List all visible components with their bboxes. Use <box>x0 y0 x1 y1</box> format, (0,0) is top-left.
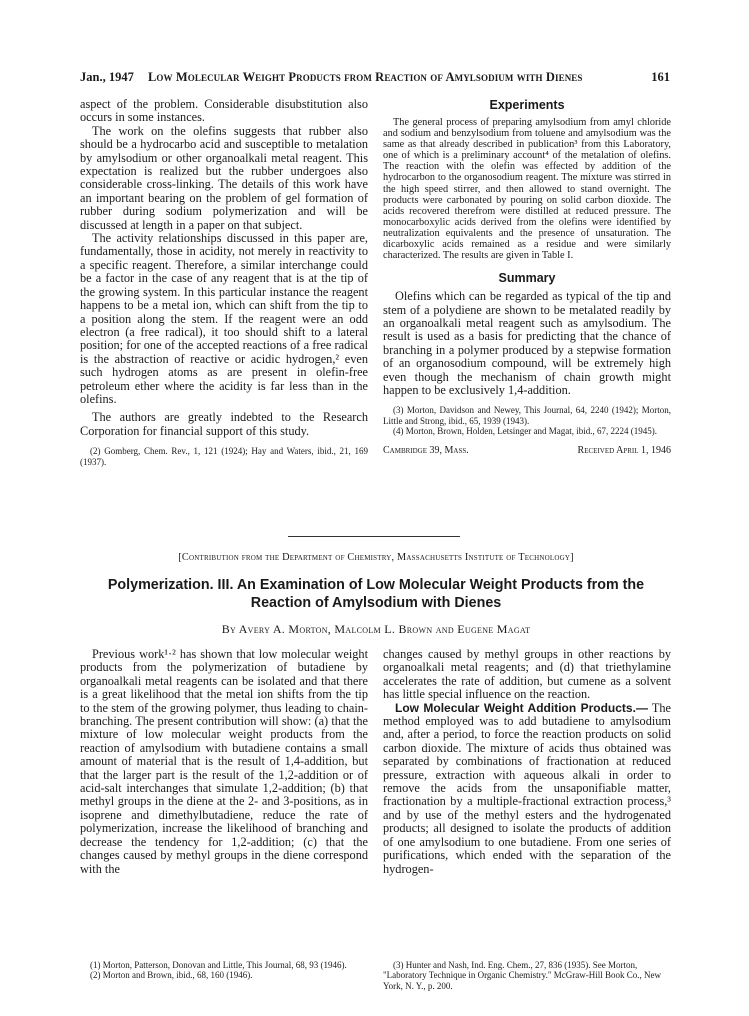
footnote: (3) Hunter and Nash, Ind. Eng. Chem., 27, 836 (1935). See Morton, "Laboratory Technique in Organic Chemistry." McGraw-Hill Book Co., New York, N. Y., p. 200. <box>383 960 661 991</box>
article-separator-rule <box>288 536 460 537</box>
received-date: Received April 1, 1946 <box>577 444 671 456</box>
acknowledgment: The authors are greatly indebted to the Research Corporation for financial support of this study. <box>80 410 368 438</box>
footnote: (4) Morton, Brown, Holden, Letsinger and Magat, ibid., 67, 2224 (1945). <box>393 426 657 437</box>
running-head <box>80 70 670 88</box>
paragraph: changes caused by methyl groups in other reactions by organoalkali metal reagents; and (d) that triethylamine accelerates the rate of addition, but cumene as a solvent has little special influence on the reaction. <box>383 647 671 702</box>
running-title: Low Molecular Weight Products from Reaction of Amylsodium with Dienes <box>148 70 583 84</box>
page-number: 161 <box>651 70 670 84</box>
summary-text: Olefins which can be regarded as typical of the tip and stem of a polydiene are shown to be metalated readily by an organoalkali metal reagent such as amylsodium. The result is used as a basis for predicting that the chance of branching in a polymer produced by a stepwise formation of an organosodium compound, will be extremely high even though the mechanism of chain growth might happen to be exclusively 1,4-addition. <box>383 289 671 398</box>
article-authors: By Avery A. Morton, Malcolm L. Brown and Eugene Magat <box>221 622 531 636</box>
affiliation-place: Cambridge 39, Mass. <box>383 444 469 456</box>
paragraph <box>383 702 671 876</box>
footnote: (1) Morton, Patterson, Donovan and Little, This Journal, 68, 93 (1946). <box>90 960 347 970</box>
prev-article-left-column <box>80 98 368 467</box>
footnotes <box>383 405 671 436</box>
new-article-left-column <box>80 648 368 876</box>
new-article-right-column <box>383 648 671 876</box>
affiliation-line <box>383 445 671 456</box>
footnotes <box>383 960 671 991</box>
issue-date: Jan., 1947 <box>80 70 134 84</box>
footnotes <box>80 960 368 981</box>
prev-article-right-column <box>383 98 671 456</box>
footnotes <box>80 446 368 467</box>
paragraph: The work on the olefins suggests that rubber also should be a hydrocarbo acid and susceptible to metalation by amylsodium or other organoalkali metal reagent. This expectation is realized but the rubber undergoes also considerable cross-linking. The details of this work have an important bearing on the problem of gel formation of rubber during sodium polymerization and will be discussed at length in a paper on that subject. <box>80 123 368 232</box>
paragraph: The activity relationships discussed in this paper are, fundamentally, those in acidity, not merely in reactivity to a specific reagent. Therefore, a similar interchange could be a factor in the case of any reagent that is at the tip of the growing system. In this particular instance the reagent happens to be a metal ion, which can shift from the tip to a position along the stem. If the reagent were an odd electron (a free radical), it too should shift to a lateral position; for one of the accepted reactions of a free radical is the abstraction of reactive or acidic hydrogen,² even such hydrogen atoms as are present in olefin-free petroleum ether where the acidity is far less than in the olefins. <box>80 231 368 406</box>
paragraph: Previous work¹·² has shown that low molecular weight products from the polymerization of butadiene by organoalkali metal reagents can be isolated and that there is a great likelihood that the metal ion shifts from the tip to the stem of the growing polymer, thus leading to chain-branching. The present contribution will show: (a) that the mixture of low molecular weight products from the reaction of amylsodium with butadiene contains a small amount of material that is the result of 1,4-addition, but that the larger part is the result of the 1,2-addition or of acid-salt interchanges that simulate 1,2-addition; (b) that methyl groups in the diene at the 2- and 3-positions, as in isoprene and dimethylbutadiene, reduce the rate of polymerization, increase the likelihood of branching and decrease the tendency for 1,2-addition; (c) that the changes caused by methyl groups in the diene correspond with the <box>80 647 368 876</box>
section-text: The method employed was to add butadiene to amylsodium and, after a period, to force the reaction products on solid carbon dioxide. The mixture of acids thus obtained was separated by combinations of fractionation at reduced pressure, extraction with aqueous alkali in order to remove the acids from the unsaponifiable matter, fractionation by a multiple-fractional extraction process,³ and by use of the methyl esters and the hydrogenated products; all designed to isolate the products of addition of one amylsodium to one butadiene. From one series of purifications, which ended with the separation of the hydrogen- <box>383 700 671 876</box>
article-title: Polymerization. III. An Examination of Low Molecular Weight Products from the Reaction of Amylsodium with Dienes <box>107 577 645 611</box>
summary-heading: Summary <box>498 271 556 286</box>
section-runin-heading: Low Molecular Weight Addition Products.— <box>395 700 648 715</box>
footnote: (2) Morton and Brown, ibid., 68, 160 (1946). <box>90 970 253 981</box>
contribution-line: [Contribution from the Department of Chemistry, Massachusetts Institute of Technology] <box>178 552 574 563</box>
paragraph: aspect of the problem. Considerable disubstitution also occurs in some instances. <box>80 97 368 125</box>
experiments-text: The general process of preparing amylsodium from amyl chloride and sodium and benzylsodium from toluene and amylsodium was the same as that already described in publication³ from this Laboratory, one of which is a preliminary account⁴ of the metalation of olefins. The reaction with the olefin was effected by addition of the hydrocarbon to the organosodium reagent. The mixture was stirred in the high speed stirrer, and then allowed to stand overnight. The products were carbonated by pouring on solid carbon dioxide. The acids recovered therefrom were distilled at reduced pressure. The monocarboxylic acids derived from the olefins were identified by neutralization equivalents and the presence of unsaturation. The dicarboxylic acids remained as a residue and were similarly characterized. The results are given in Table I. <box>383 117 671 262</box>
experiments-heading: Experiments <box>489 98 565 112</box>
footnote: (3) Morton, Davidson and Newey, This Journal, 64, 2240 (1942); Morton, Little and Strong, ibid., 65, 1939 (1943). <box>383 405 671 426</box>
footnote: (2) Gomberg, Chem. Rev., 1, 121 (1924); Hay and Waters, ibid., 21, 169 (1937). <box>80 446 368 467</box>
